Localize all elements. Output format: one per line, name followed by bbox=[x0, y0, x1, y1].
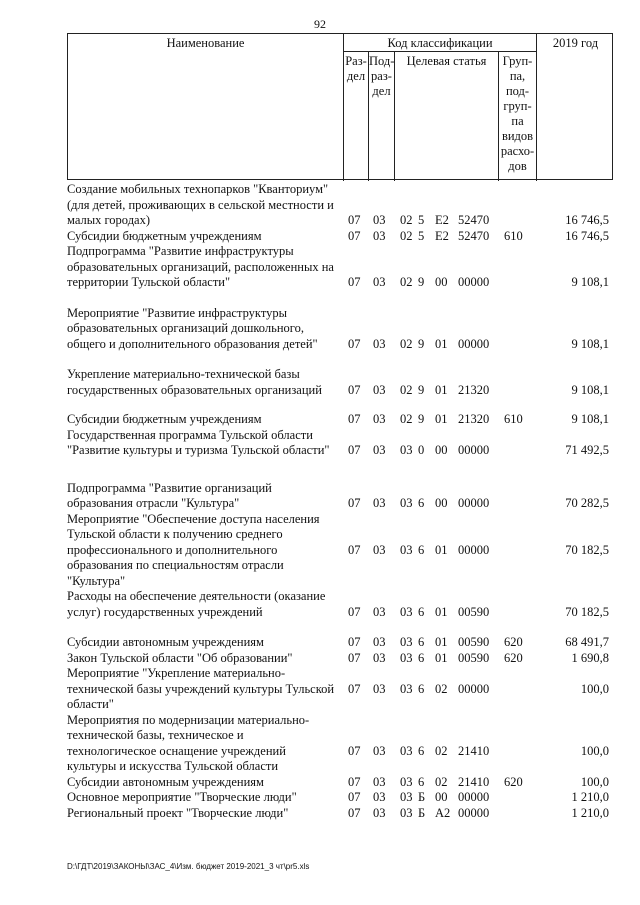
row-measure: 00 bbox=[435, 443, 448, 457]
row-direction: 00000 bbox=[458, 336, 490, 351]
row-direction: 21320 bbox=[458, 412, 490, 426]
row-measure: 01 bbox=[435, 336, 448, 351]
row-podrazdel: 03 bbox=[373, 604, 386, 619]
table-row bbox=[67, 713, 617, 775]
header-razdel: Раз- дел bbox=[345, 54, 367, 83]
row-value: 70 182,5 bbox=[565, 604, 609, 619]
header-target: Целевая статья bbox=[406, 54, 487, 68]
row-name: Подпрограмма "Развитие инфраструктуры образовательных организаций, расположенных на территории Тульской области" bbox=[67, 244, 334, 289]
row-name: Мероприятие "Обеспечение доступа населения Тульской области к получению среднего профессионального и дополнительного образования по специальностям отрасли "Культура" bbox=[67, 511, 320, 588]
row-program: 03 bbox=[400, 604, 413, 619]
row-group: 620 bbox=[504, 635, 523, 649]
row-direction: 21410 bbox=[458, 743, 490, 758]
page-number: 92 bbox=[314, 17, 326, 31]
row-subprogram: 9 bbox=[418, 412, 425, 426]
row-name: Основное мероприятие "Творческие люди" bbox=[67, 790, 297, 804]
row-razdel: 07 bbox=[348, 228, 361, 243]
row-direction: 00000 bbox=[458, 790, 490, 804]
file-path-footer: D:\ГДТ\2019\ЗАКОНЫ\ЗАС_4\Изм. бюджет 2019-2021_3 чт\pr5.xls bbox=[67, 862, 310, 871]
row-subprogram: 6 bbox=[418, 496, 425, 510]
table-row bbox=[67, 229, 617, 245]
header-name: Наименование bbox=[166, 36, 245, 50]
table-row bbox=[67, 775, 617, 791]
row-subprogram: 5 bbox=[418, 213, 425, 227]
row-subprogram: 6 bbox=[418, 743, 425, 758]
row-podrazdel: 03 bbox=[373, 805, 386, 820]
row-program: 03 bbox=[400, 743, 413, 758]
row-value: 9 108,1 bbox=[571, 412, 609, 426]
row-group: 620 bbox=[504, 650, 523, 665]
row-direction: 00000 bbox=[458, 681, 490, 696]
row-subprogram: 9 bbox=[418, 382, 425, 397]
row-value: 1 210,0 bbox=[571, 790, 609, 804]
table-row bbox=[67, 306, 617, 353]
row-measure: E2 bbox=[435, 228, 449, 243]
table-row bbox=[67, 412, 617, 428]
row-program: 03 bbox=[400, 496, 413, 510]
row-measure: 01 bbox=[435, 604, 448, 619]
row-measure: 01 bbox=[435, 635, 448, 649]
row-name: Подпрограмма "Развитие организаций образования отрасли "Культура" bbox=[67, 480, 272, 510]
row-subprogram: Б bbox=[418, 790, 426, 804]
row-program: 03 bbox=[400, 681, 413, 696]
row-program: 02 bbox=[400, 228, 413, 243]
table-row bbox=[67, 806, 617, 822]
row-value: 100,0 bbox=[580, 681, 609, 696]
row-measure: 02 bbox=[435, 774, 448, 789]
table-header bbox=[67, 33, 613, 180]
row-podrazdel: 03 bbox=[373, 635, 386, 649]
row-group: 610 bbox=[504, 228, 523, 243]
row-measure: E2 bbox=[435, 213, 449, 227]
row-program: 02 bbox=[400, 275, 413, 289]
table-row bbox=[67, 481, 617, 512]
row-subprogram: 9 bbox=[418, 275, 425, 289]
row-podrazdel: 03 bbox=[373, 228, 386, 243]
row-value: 100,0 bbox=[580, 774, 609, 789]
row-razdel: 07 bbox=[348, 604, 361, 619]
row-subprogram: 6 bbox=[418, 681, 425, 696]
row-subprogram: 5 bbox=[418, 228, 425, 243]
row-razdel: 07 bbox=[348, 412, 361, 426]
row-subprogram: Б bbox=[418, 805, 426, 820]
row-measure: 01 bbox=[435, 412, 448, 426]
table-row bbox=[67, 651, 617, 667]
row-value: 71 492,5 bbox=[565, 443, 609, 457]
row-name: Субсидии автономным учреждениям bbox=[67, 635, 264, 649]
row-value: 100,0 bbox=[580, 743, 609, 758]
row-razdel: 07 bbox=[348, 382, 361, 397]
row-name: Субсидии бюджетным учреждениям bbox=[67, 412, 262, 426]
row-direction: 00590 bbox=[458, 635, 490, 649]
row-program: 03 bbox=[400, 805, 413, 820]
row-name: Субсидии автономным учреждениям bbox=[67, 774, 264, 789]
row-value: 1 690,8 bbox=[571, 650, 609, 665]
row-measure: 00 bbox=[435, 496, 448, 510]
row-program: 03 bbox=[400, 650, 413, 665]
row-podrazdel: 03 bbox=[373, 213, 386, 227]
row-podrazdel: 03 bbox=[373, 743, 386, 758]
row-name: Мероприятия по модернизации материально-технической базы, техническое и технологическое оснащение учреждений культуры и искусства Тульской области bbox=[67, 712, 310, 773]
row-name: Укрепление материально-технической базы государственных образовательных организаций bbox=[67, 367, 322, 397]
row-podrazdel: 03 bbox=[373, 382, 386, 397]
row-podrazdel: 03 bbox=[373, 774, 386, 789]
row-value: 70 182,5 bbox=[565, 542, 609, 557]
row-razdel: 07 bbox=[348, 275, 361, 289]
row-program: 03 bbox=[400, 635, 413, 649]
table-row bbox=[67, 589, 617, 620]
row-razdel: 07 bbox=[348, 805, 361, 820]
row-program: 02 bbox=[400, 412, 413, 426]
row-direction: 00000 bbox=[458, 542, 490, 557]
row-measure: 00 bbox=[435, 790, 448, 804]
table-row bbox=[67, 666, 617, 713]
row-razdel: 07 bbox=[348, 635, 361, 649]
row-name: Субсидии бюджетным учреждениям bbox=[67, 228, 262, 243]
row-podrazdel: 03 bbox=[373, 275, 386, 289]
row-subprogram: 6 bbox=[418, 774, 425, 789]
row-name: Создание мобильных технопарков "Кванториум" (для детей, проживающих в сельской местности и малых городах) bbox=[67, 182, 334, 227]
row-podrazdel: 03 bbox=[373, 412, 386, 426]
row-name: Государственная программа Тульской области "Развитие культуры и туризма Тульской области" bbox=[67, 427, 330, 457]
row-value: 1 210,0 bbox=[571, 805, 609, 820]
row-direction: 00000 bbox=[458, 443, 490, 457]
row-measure: 00 bbox=[435, 275, 448, 289]
row-podrazdel: 03 bbox=[373, 336, 386, 351]
row-podrazdel: 03 bbox=[373, 790, 386, 804]
row-program: 03 bbox=[400, 790, 413, 804]
row-podrazdel: 03 bbox=[373, 443, 386, 457]
row-direction: 00000 bbox=[458, 275, 490, 289]
row-direction: 52470 bbox=[458, 228, 490, 243]
header-year: 2019 год bbox=[552, 36, 599, 50]
row-value: 16 746,5 bbox=[565, 228, 609, 243]
row-razdel: 07 bbox=[348, 443, 361, 457]
row-subprogram: 6 bbox=[418, 604, 425, 619]
row-direction: 00000 bbox=[458, 805, 490, 820]
row-podrazdel: 03 bbox=[373, 650, 386, 665]
row-value: 9 108,1 bbox=[571, 382, 609, 397]
row-subprogram: 6 bbox=[418, 542, 425, 557]
row-measure: 02 bbox=[435, 681, 448, 696]
row-program: 02 bbox=[400, 382, 413, 397]
table-row bbox=[67, 244, 617, 291]
row-group: 620 bbox=[504, 774, 523, 789]
row-measure: 02 bbox=[435, 743, 448, 758]
header-group: Груп- па, под- груп- па видов расхо- дов bbox=[500, 54, 535, 173]
row-program: 03 bbox=[400, 443, 413, 457]
row-subprogram: 9 bbox=[418, 336, 425, 351]
row-program: 02 bbox=[400, 336, 413, 351]
row-value: 9 108,1 bbox=[571, 336, 609, 351]
row-razdel: 07 bbox=[348, 213, 361, 227]
row-subprogram: 6 bbox=[418, 650, 425, 665]
row-podrazdel: 03 bbox=[373, 542, 386, 557]
row-value: 9 108,1 bbox=[571, 275, 609, 289]
row-measure: A2 bbox=[435, 805, 451, 820]
row-razdel: 07 bbox=[348, 496, 361, 510]
row-podrazdel: 03 bbox=[373, 496, 386, 510]
table-row bbox=[67, 790, 617, 806]
row-direction: 00590 bbox=[458, 650, 490, 665]
row-group: 610 bbox=[504, 412, 523, 426]
row-razdel: 07 bbox=[348, 650, 361, 665]
row-measure: 01 bbox=[435, 542, 448, 557]
row-program: 03 bbox=[400, 774, 413, 789]
row-razdel: 07 bbox=[348, 743, 361, 758]
row-direction: 00590 bbox=[458, 604, 490, 619]
row-program: 02 bbox=[400, 213, 413, 227]
row-name: Мероприятие "Развитие инфраструктуры образовательных организаций дошкольного, общего и дополнительного образования детей" bbox=[67, 305, 318, 351]
table-row bbox=[67, 428, 617, 459]
table-row bbox=[67, 367, 617, 398]
row-subprogram: 6 bbox=[418, 635, 425, 649]
row-name: Мероприятие "Укрепление материально-технической базы учреждений культуры Тульской области" bbox=[67, 666, 335, 711]
row-measure: 01 bbox=[435, 382, 448, 397]
row-direction: 21410 bbox=[458, 774, 490, 789]
row-razdel: 07 bbox=[348, 790, 361, 804]
row-podrazdel: 03 bbox=[373, 681, 386, 696]
row-direction: 52470 bbox=[458, 213, 490, 227]
row-value: 70 282,5 bbox=[565, 496, 609, 510]
table-row bbox=[67, 182, 617, 229]
row-direction: 21320 bbox=[458, 382, 490, 397]
row-razdel: 07 bbox=[348, 336, 361, 351]
row-value: 16 746,5 bbox=[565, 213, 609, 227]
row-razdel: 07 bbox=[348, 681, 361, 696]
table-row bbox=[67, 512, 617, 590]
row-name: Закон Тульской области "Об образовании" bbox=[67, 650, 293, 665]
row-name: Региональный проект "Творческие люди" bbox=[67, 805, 289, 820]
row-razdel: 07 bbox=[348, 774, 361, 789]
row-program: 03 bbox=[400, 542, 413, 557]
header-podrazdel: Под- раз- дел bbox=[369, 54, 395, 98]
row-measure: 01 bbox=[435, 650, 448, 665]
row-razdel: 07 bbox=[348, 542, 361, 557]
table-row bbox=[67, 635, 617, 651]
row-name: Расходы на обеспечение деятельности (оказание услуг) государственных учреждений bbox=[67, 589, 326, 619]
row-subprogram: 0 bbox=[418, 443, 425, 457]
row-direction: 00000 bbox=[458, 496, 490, 510]
row-value: 68 491,7 bbox=[565, 635, 609, 649]
header-code-group: Код классификации bbox=[387, 36, 493, 50]
table-body bbox=[67, 180, 617, 821]
